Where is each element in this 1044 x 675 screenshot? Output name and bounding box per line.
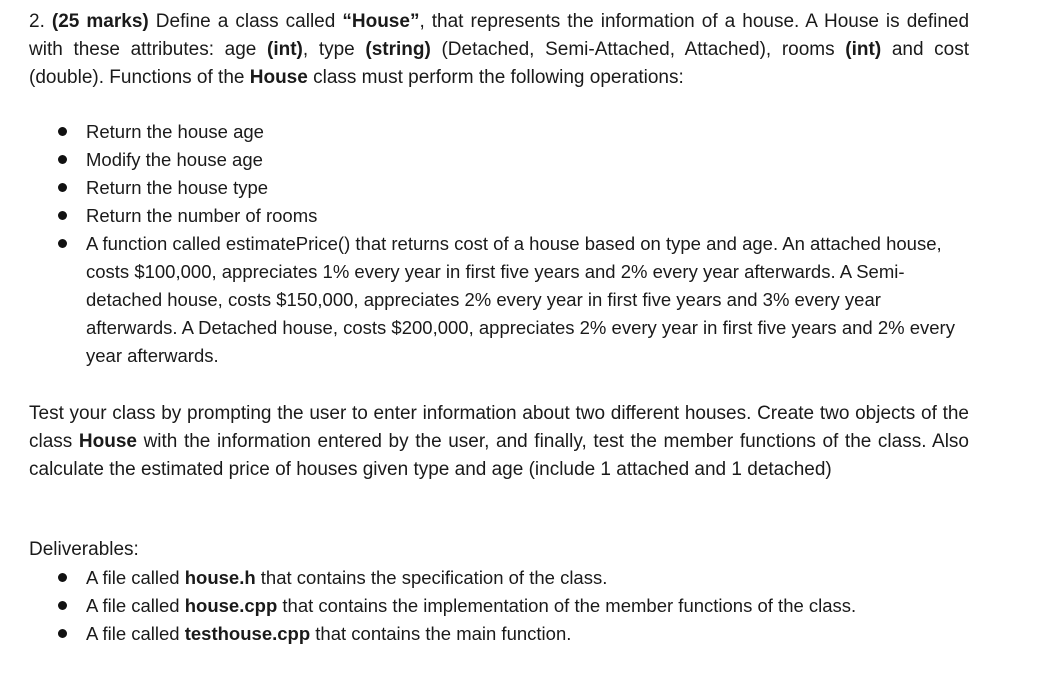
deliverable-prefix: A file called bbox=[86, 567, 180, 588]
list-item bbox=[29, 118, 969, 146]
bullet-icon bbox=[58, 573, 67, 582]
deliverable-filename: house.h bbox=[184, 567, 256, 588]
bullet-icon bbox=[58, 183, 67, 192]
operation-text: Return the house age bbox=[86, 121, 264, 142]
operations-list bbox=[29, 118, 969, 370]
bullet-icon bbox=[58, 601, 67, 610]
bullet-icon bbox=[58, 155, 67, 164]
test-instructions bbox=[29, 400, 969, 484]
intro-text-b: , that represents the information of a house. A House is defined with these attributes: age bbox=[29, 11, 970, 60]
bullet-icon bbox=[58, 629, 67, 638]
int-type-tag-2: (int) bbox=[845, 39, 882, 60]
operation-text: Return the number of rooms bbox=[86, 205, 318, 226]
operation-text: A function called estimatePrice() that returns cost of a house based on type and age. An attached house, costs $100,000, appreciates 1% every year in first five years and 2% every year afterwards. A Semi-detached house, costs $150,000, appreciates 2% every year in first five years and 3% every year afterwards. A Detached house, costs $200,000, appreciates 2% every year in first five years and 2% every year afterwards. bbox=[86, 233, 955, 366]
question-intro bbox=[29, 8, 969, 92]
deliverable-filename: house.cpp bbox=[184, 595, 278, 616]
operation-text: Modify the house age bbox=[86, 149, 263, 170]
list-item bbox=[29, 174, 969, 202]
test-text-a: Test your class by prompting the user to enter information about two different houses. Create two objects of the class bbox=[29, 403, 969, 452]
bullet-icon bbox=[58, 211, 67, 220]
intro-text-a: Define a class called bbox=[155, 11, 336, 32]
class-name-bold: House bbox=[249, 67, 308, 88]
deliverables-list bbox=[29, 564, 969, 648]
deliverable-suffix: that contains the specification of the class. bbox=[260, 567, 608, 588]
list-item bbox=[29, 620, 969, 648]
intro-text-c: , type bbox=[302, 39, 355, 60]
deliverable-filename: testhouse.cpp bbox=[184, 623, 311, 644]
list-item bbox=[29, 146, 969, 174]
intro-text-d: (Detached, Semi-Attached, Attached), rooms bbox=[441, 39, 835, 60]
string-type-tag: (string) bbox=[365, 39, 431, 60]
question-number: 2. bbox=[29, 11, 45, 32]
intro-text-e: and cost (double). Functions of the bbox=[29, 39, 970, 88]
intro-text-f: class must perform the following operations: bbox=[313, 67, 684, 88]
bullet-icon bbox=[58, 239, 67, 248]
question-marks: (25 marks) bbox=[51, 11, 149, 32]
deliverables-heading: Deliverables: bbox=[29, 539, 139, 560]
operation-text: Return the house type bbox=[86, 177, 269, 198]
list-item bbox=[29, 564, 969, 592]
deliverable-suffix: that contains the main function. bbox=[315, 623, 572, 644]
list-item bbox=[29, 202, 969, 230]
list-item bbox=[29, 230, 969, 370]
test-class-name: House bbox=[78, 431, 137, 452]
deliverable-prefix: A file called bbox=[86, 623, 180, 644]
test-text-b: with the information entered by the user, and finally, test the member functions of the class. Also calculate the estimated price of houses given type and age (include 1 attached and 1 detached) bbox=[29, 431, 969, 480]
deliverable-suffix: that contains the implementation of the member functions of the class. bbox=[282, 595, 857, 616]
int-type-tag: (int) bbox=[267, 39, 303, 60]
list-item bbox=[29, 592, 969, 620]
deliverable-prefix: A file called bbox=[86, 595, 180, 616]
class-name-quoted: “House” bbox=[342, 11, 420, 32]
bullet-icon bbox=[58, 127, 67, 136]
